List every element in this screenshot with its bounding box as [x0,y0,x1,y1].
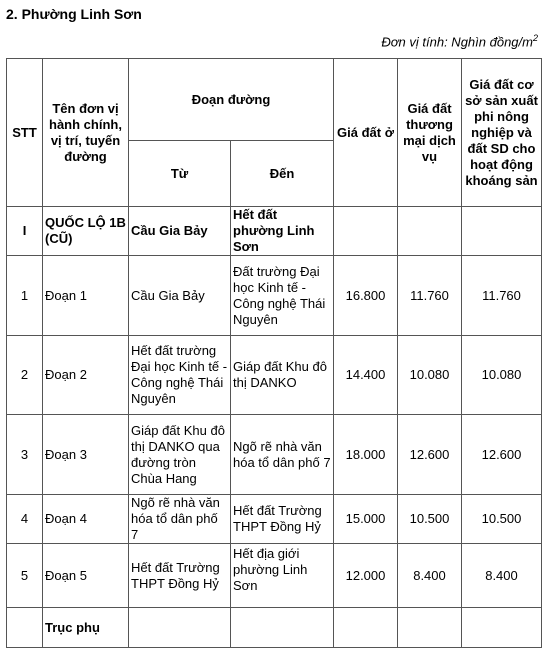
cell-name: Trục phụ [43,608,129,648]
cell-to: Hết đất phường Linh Sơn [231,207,334,256]
section-title: 2. Phường Linh Sơn [6,6,142,22]
table-row [7,495,542,544]
cell-commercial: 8.400 [398,544,462,608]
cell-stt: 1 [7,256,43,336]
cell-production: 10.080 [462,336,542,415]
header-residential: Giá đất ở [334,59,398,207]
unit-text: Đơn vị tính: Nghìn đồng/m [381,34,533,50]
cell-production [462,207,542,256]
header-production: Giá đất cơ sở sản xuất phi nông nghiệp và đất SD cho hoạt động khoáng sản [462,59,542,207]
cell-from [129,608,231,648]
cell-residential: 14.400 [334,336,398,415]
land-price-table [6,58,542,648]
cell-commercial: 10.500 [398,495,462,544]
cell-name: QUỐC LỘ 1B (CŨ) [43,207,129,256]
table-row [7,256,542,336]
cell-residential [334,608,398,648]
cell-residential [334,207,398,256]
table-row [7,544,542,608]
header-segment: Đoạn đường [129,59,334,141]
cell-to: Hết đất Trường THPT Đồng Hỷ [231,495,334,544]
cell-from: Cầu Gia Bảy [129,207,231,256]
cell-to: Giáp đất Khu đô thị DANKO [231,336,334,415]
cell-production: 8.400 [462,544,542,608]
cell-production: 11.760 [462,256,542,336]
cell-stt: 2 [7,336,43,415]
header-commercial: Giá đất thương mại dịch vụ [398,59,462,207]
table-row [7,336,542,415]
header-row-1 [7,59,542,141]
unit-superscript: 2 [532,33,538,43]
cell-stt [7,608,43,648]
cell-stt: 3 [7,415,43,495]
header-name: Tên đơn vị hành chính, vị trí, tuyến đường [43,59,129,207]
cell-stt: 4 [7,495,43,544]
header-from: Từ [129,141,231,207]
cell-commercial [398,207,462,256]
cell-stt: I [7,207,43,256]
cell-name: Đoạn 4 [43,495,129,544]
cell-to: Đất trường Đại học Kinh tế - Công nghệ Thái Nguyên [231,256,334,336]
header-stt: STT [7,59,43,207]
table-row [7,207,542,256]
cell-production: 10.500 [462,495,542,544]
cell-to [231,608,334,648]
cell-name: Đoạn 1 [43,256,129,336]
cell-from: Cầu Gia Bảy [129,256,231,336]
cell-stt: 5 [7,544,43,608]
cell-residential: 12.000 [334,544,398,608]
cell-commercial: 12.600 [398,415,462,495]
cell-production: 12.600 [462,415,542,495]
cell-residential: 18.000 [334,415,398,495]
cell-name: Đoạn 3 [43,415,129,495]
cell-to: Ngõ rẽ nhà văn hóa tổ dân phố 7 [231,415,334,495]
cell-from: Ngõ rẽ nhà văn hóa tổ dân phố 7 [129,495,231,544]
cell-commercial: 11.760 [398,256,462,336]
cell-to: Hết địa giới phường Linh Sơn [231,544,334,608]
table-row [7,415,542,495]
cell-from: Giáp đất Khu đô thị DANKO qua đường tròn Chùa Hang [129,415,231,495]
header-to: Đến [231,141,334,207]
cell-from: Hết đất trường Đại học Kinh tế - Công nghệ Thái Nguyên [129,336,231,415]
cell-production [462,608,542,648]
cell-name: Đoạn 5 [43,544,129,608]
cell-residential: 16.800 [334,256,398,336]
cell-commercial: 10.080 [398,336,462,415]
cell-name: Đoạn 2 [43,336,129,415]
cell-commercial [398,608,462,648]
cell-residential: 15.000 [334,495,398,544]
unit-label [381,33,538,49]
cell-from: Hết đất Trường THPT Đồng Hỷ [129,544,231,608]
table-row [7,608,542,648]
